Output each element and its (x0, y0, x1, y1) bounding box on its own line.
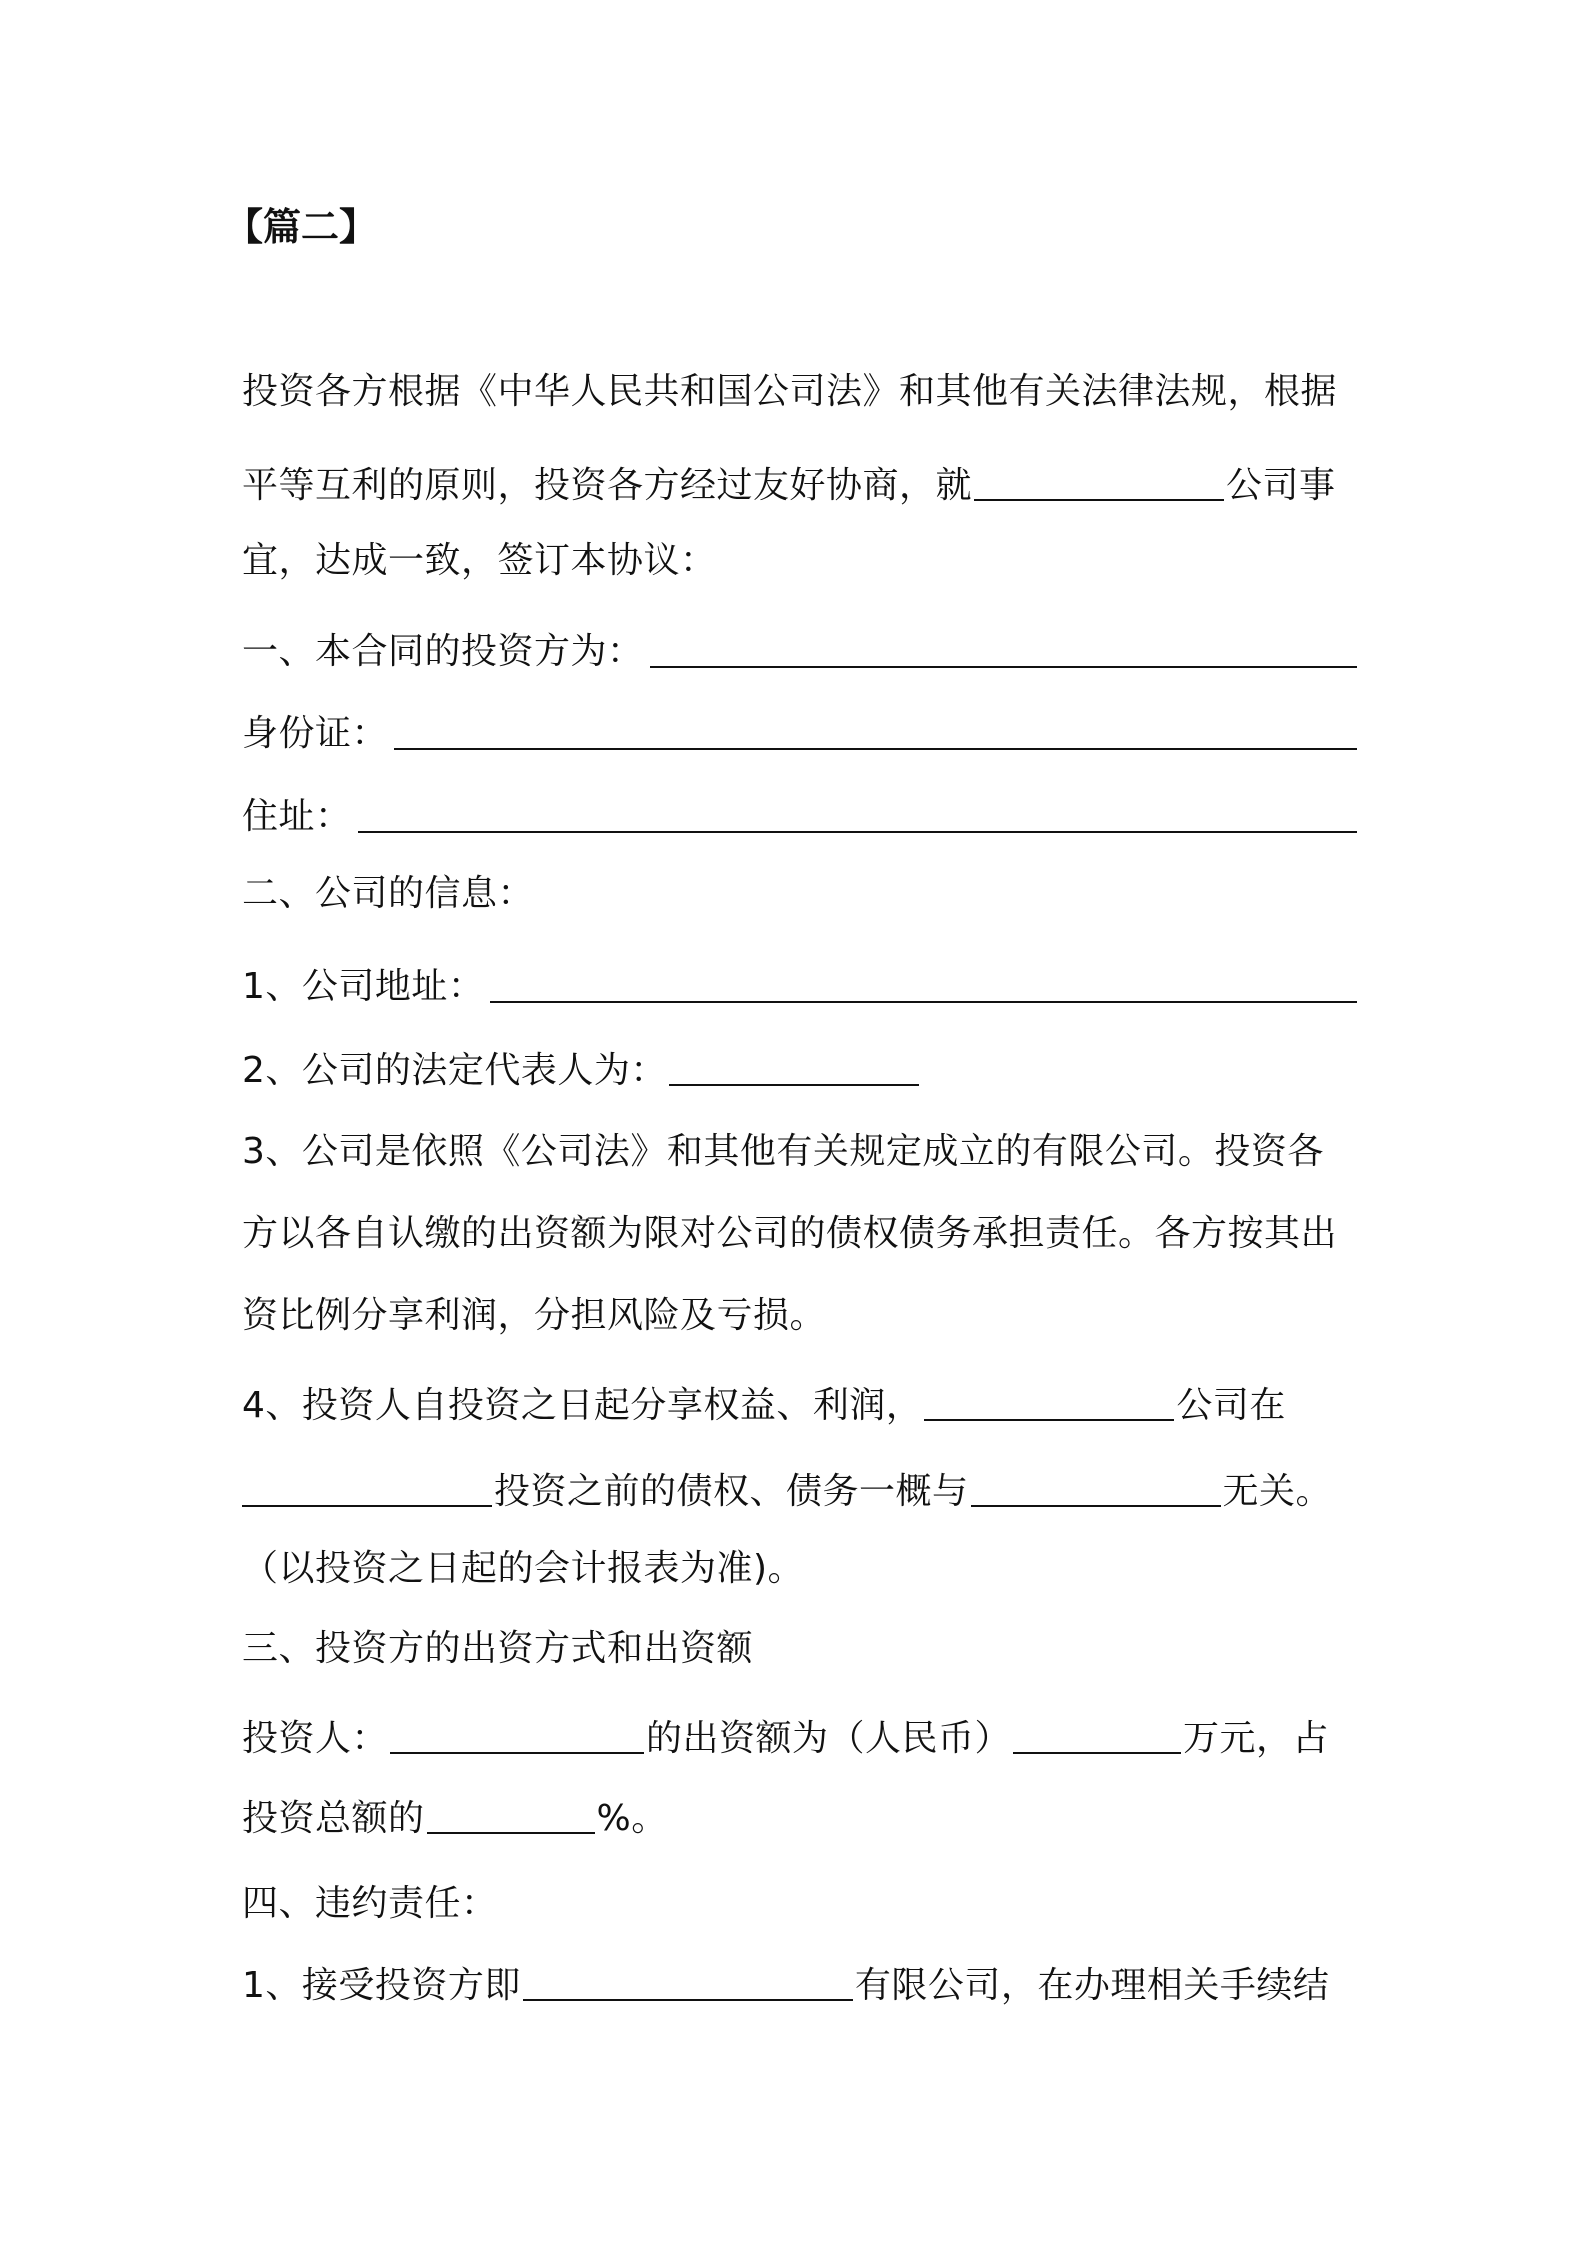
item3-line-2 (242, 1210, 1357, 1258)
section2-title (242, 870, 1357, 918)
item3-text-3: 资比例分享利润，分担风险及亏损。 (242, 1295, 827, 1336)
section4-title (242, 1880, 1357, 1928)
contribution-text-1c: 万元，占 (1183, 1718, 1330, 1759)
item3-line-1 (242, 1128, 1357, 1176)
company-address-row (242, 963, 1357, 1011)
section3-title (242, 1625, 1357, 1673)
item4-text-3: （以投资之日起的会计报表为准)。 (242, 1548, 805, 1589)
item4-party-blank (971, 1475, 1221, 1507)
item4-line-1 (242, 1382, 1357, 1430)
item4-text-2a: 投资之前的债权、债务一概与 (494, 1471, 969, 1512)
id-label: 身份证： (242, 713, 389, 754)
investor-row (242, 628, 1357, 676)
company-name-blank (974, 469, 1224, 501)
intro-text-3: 宜，达成一致，签订本协议： (242, 540, 717, 581)
id-row (242, 710, 1357, 758)
section4-text-1b: 有限公司，在办理相关手续结 (854, 1965, 1330, 2006)
address-blank (358, 801, 1357, 833)
item4-line-3 (242, 1545, 1357, 1593)
legal-rep-blank (669, 1054, 919, 1086)
intro-text-2b: 公司事 (1226, 465, 1336, 506)
investor-name-blank (390, 1722, 644, 1754)
id-blank (394, 718, 1357, 750)
address-row (242, 793, 1357, 841)
intro-text-2a: 平等互利的原则，投资各方经过友好协商，就 (242, 465, 973, 506)
company-address-label: 1、公司地址： (242, 966, 485, 1007)
item3-text-1: 3、公司是依照《公司法》和其他有关规定成立的有限公司。投资各 (242, 1131, 1324, 1172)
contribution-text-1b: 的出资额为（人民币） (646, 1718, 1012, 1759)
contribution-text-2b: %。 (596, 1798, 668, 1839)
item4-text-2b: 无关。 (1222, 1471, 1333, 1512)
item3-text-2: 方以各自认缴的出资额为限对公司的债权债务承担责任。各方按其出 (242, 1213, 1338, 1254)
investee-company-blank (523, 1969, 853, 2001)
item4-date-blank (242, 1475, 492, 1507)
percentage-blank (427, 1802, 595, 1834)
intro-line-1 (242, 368, 1357, 416)
legal-rep-row (242, 1047, 1357, 1095)
intro-line-3 (242, 537, 1357, 585)
investor-blank (650, 636, 1357, 668)
section3-title-text: 三、投资方的出资方式和出资额 (242, 1628, 754, 1669)
intro-line-2 (242, 462, 1357, 510)
item4-line-2 (242, 1468, 1357, 1516)
contribution-text-1a: 投资人： (242, 1718, 389, 1759)
item3-line-3 (242, 1292, 1357, 1340)
contribution-line-2 (242, 1795, 1357, 1843)
investor-label: 一、本合同的投资方为： (242, 631, 644, 672)
document-heading: 【篇二】 (225, 205, 378, 249)
section4-title-text: 四、违约责任： (242, 1883, 498, 1924)
contribution-line-1 (242, 1715, 1357, 1763)
item4-company-blank (924, 1389, 1174, 1421)
address-label: 住址： (242, 796, 352, 837)
intro-text-1: 投资各方根据《中华人民共和国公司法》和其他有关法律法规，根据 (242, 371, 1338, 412)
section2-title-text: 二、公司的信息： (242, 873, 535, 914)
company-address-blank (490, 971, 1357, 1003)
item4-text-1a: 4、投资人自投资之日起分享权益、利润， (242, 1385, 923, 1426)
contribution-text-2a: 投资总额的 (242, 1798, 425, 1839)
amount-blank (1013, 1722, 1181, 1754)
section4-item1 (242, 1962, 1357, 2010)
legal-rep-label: 2、公司的法定代表人为： (242, 1050, 667, 1091)
item4-text-1b: 公司在 (1176, 1385, 1286, 1426)
section4-text-1a: 1、接受投资方即 (242, 1965, 521, 2006)
